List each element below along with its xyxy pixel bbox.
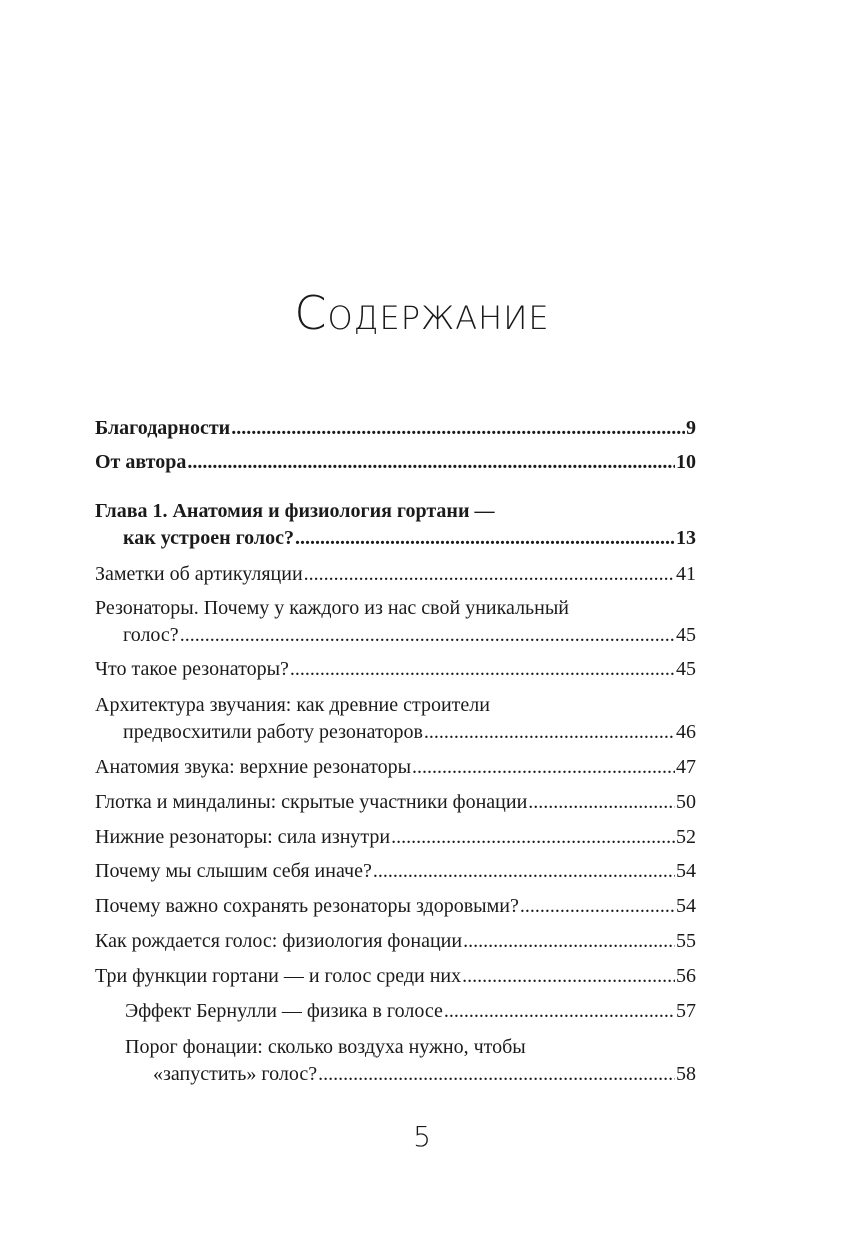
toc-entry-bernoulli[interactable] bbox=[95, 998, 696, 1025]
toc-entry-page: 9 bbox=[686, 417, 696, 439]
toc-entry-acknowledgements[interactable] bbox=[95, 415, 696, 442]
toc-entry-title: как устроен голос? bbox=[123, 527, 295, 549]
toc-entry-title: Заметки об артикуляции bbox=[95, 563, 303, 585]
toc-entry-page: 47 bbox=[676, 756, 696, 778]
toc-entry-title-line1: Порог фонации: сколько воздуха нужно, чтобы bbox=[125, 1036, 526, 1058]
toc-entry-hear-ourselves[interactable] bbox=[95, 858, 696, 885]
toc-entry-pharynx[interactable] bbox=[95, 789, 696, 816]
toc-entry-title-line1: Глава 1. Анатомия и физиология гортани — bbox=[95, 500, 495, 522]
dot-leader bbox=[463, 928, 675, 955]
dot-leader bbox=[231, 415, 685, 442]
toc-entry-title: Почему мы слышим себя иначе? bbox=[95, 860, 372, 882]
toc-entry-title: «запустить» голос? bbox=[153, 1063, 318, 1085]
toc-entry-page: 45 bbox=[676, 658, 696, 680]
toc-entry-title: Как рождается голос: физиология фонации bbox=[95, 930, 463, 952]
toc-entry-upper-resonators[interactable] bbox=[95, 754, 696, 781]
toc-entry-chapter-1[interactable] bbox=[95, 498, 696, 552]
toc-entry-page: 52 bbox=[676, 826, 696, 848]
dot-leader bbox=[187, 449, 675, 476]
toc-entry-page: 13 bbox=[676, 527, 696, 549]
toc-entry-title-line1: Архитектура звучания: как древние строители bbox=[95, 694, 490, 716]
dot-leader bbox=[290, 656, 675, 683]
toc-entry-articulation[interactable] bbox=[95, 561, 696, 588]
toc-entry-title: От автора bbox=[95, 451, 187, 473]
toc-entry-title: Нижние резонаторы: сила изнутри bbox=[95, 826, 391, 848]
dot-leader bbox=[520, 893, 675, 920]
dot-leader bbox=[528, 789, 675, 816]
dot-leader bbox=[318, 1061, 675, 1088]
toc-entry-page: 46 bbox=[676, 721, 696, 743]
toc-entry-keep-healthy[interactable] bbox=[95, 893, 696, 920]
toc-entry-page: 56 bbox=[676, 965, 696, 987]
toc-entry-page: 45 bbox=[676, 624, 696, 646]
dot-leader bbox=[412, 754, 675, 781]
toc-entry-resonators-unique[interactable] bbox=[95, 595, 696, 649]
page-number: 5 bbox=[413, 1120, 431, 1153]
toc-entry-page: 54 bbox=[676, 860, 696, 882]
toc-entry-title: Три функции гортани — и голос среди них bbox=[95, 965, 462, 987]
dot-leader bbox=[180, 622, 675, 649]
toc-entry-what-are-resonators[interactable] bbox=[95, 656, 696, 683]
toc-entry-title: предвосхитили работу резонаторов bbox=[123, 721, 423, 743]
page-title: Содержание bbox=[294, 286, 550, 340]
toc-entry-title: Благодарности bbox=[95, 417, 231, 439]
toc-entry-page: 58 bbox=[676, 1063, 696, 1085]
toc-entry-title: Почему важно сохранять резонаторы здоровыми? bbox=[95, 895, 519, 917]
dot-leader bbox=[373, 858, 675, 885]
toc-entry-title: Анатомия звука: верхние резонаторы bbox=[95, 756, 412, 778]
toc-entry-phonation-threshold[interactable] bbox=[95, 1034, 696, 1088]
toc-entry-phonation-physiology[interactable] bbox=[95, 928, 696, 955]
toc-entry-title: Глотка и миндалины: скрытые участники фонации bbox=[95, 791, 528, 813]
toc-entry-page: 50 bbox=[676, 791, 696, 813]
dot-leader bbox=[304, 561, 675, 588]
dot-leader bbox=[295, 525, 675, 552]
toc-entry-title: Эффект Бернулли — физика в голосе bbox=[125, 1000, 443, 1022]
dot-leader bbox=[462, 963, 675, 990]
toc-entry-title: голос? bbox=[123, 624, 179, 646]
toc-entry-page: 55 bbox=[676, 930, 696, 952]
toc-entry-architecture[interactable] bbox=[95, 692, 696, 746]
dot-leader bbox=[391, 824, 675, 851]
toc-entry-from-author[interactable] bbox=[95, 449, 696, 476]
toc-entry-page: 57 bbox=[676, 1000, 696, 1022]
toc-entry-title: Что такое резонаторы? bbox=[95, 658, 289, 680]
toc-entry-lower-resonators[interactable] bbox=[95, 824, 696, 851]
toc-entry-page: 10 bbox=[676, 451, 696, 473]
toc-entry-title-line1: Резонаторы. Почему у каждого из нас свой уникальный bbox=[95, 597, 570, 619]
dot-leader bbox=[444, 998, 675, 1025]
toc-entry-larynx-functions[interactable] bbox=[95, 963, 696, 990]
dot-leader bbox=[424, 719, 675, 746]
toc-entry-page: 41 bbox=[676, 563, 696, 585]
toc-entry-page: 54 bbox=[676, 895, 696, 917]
